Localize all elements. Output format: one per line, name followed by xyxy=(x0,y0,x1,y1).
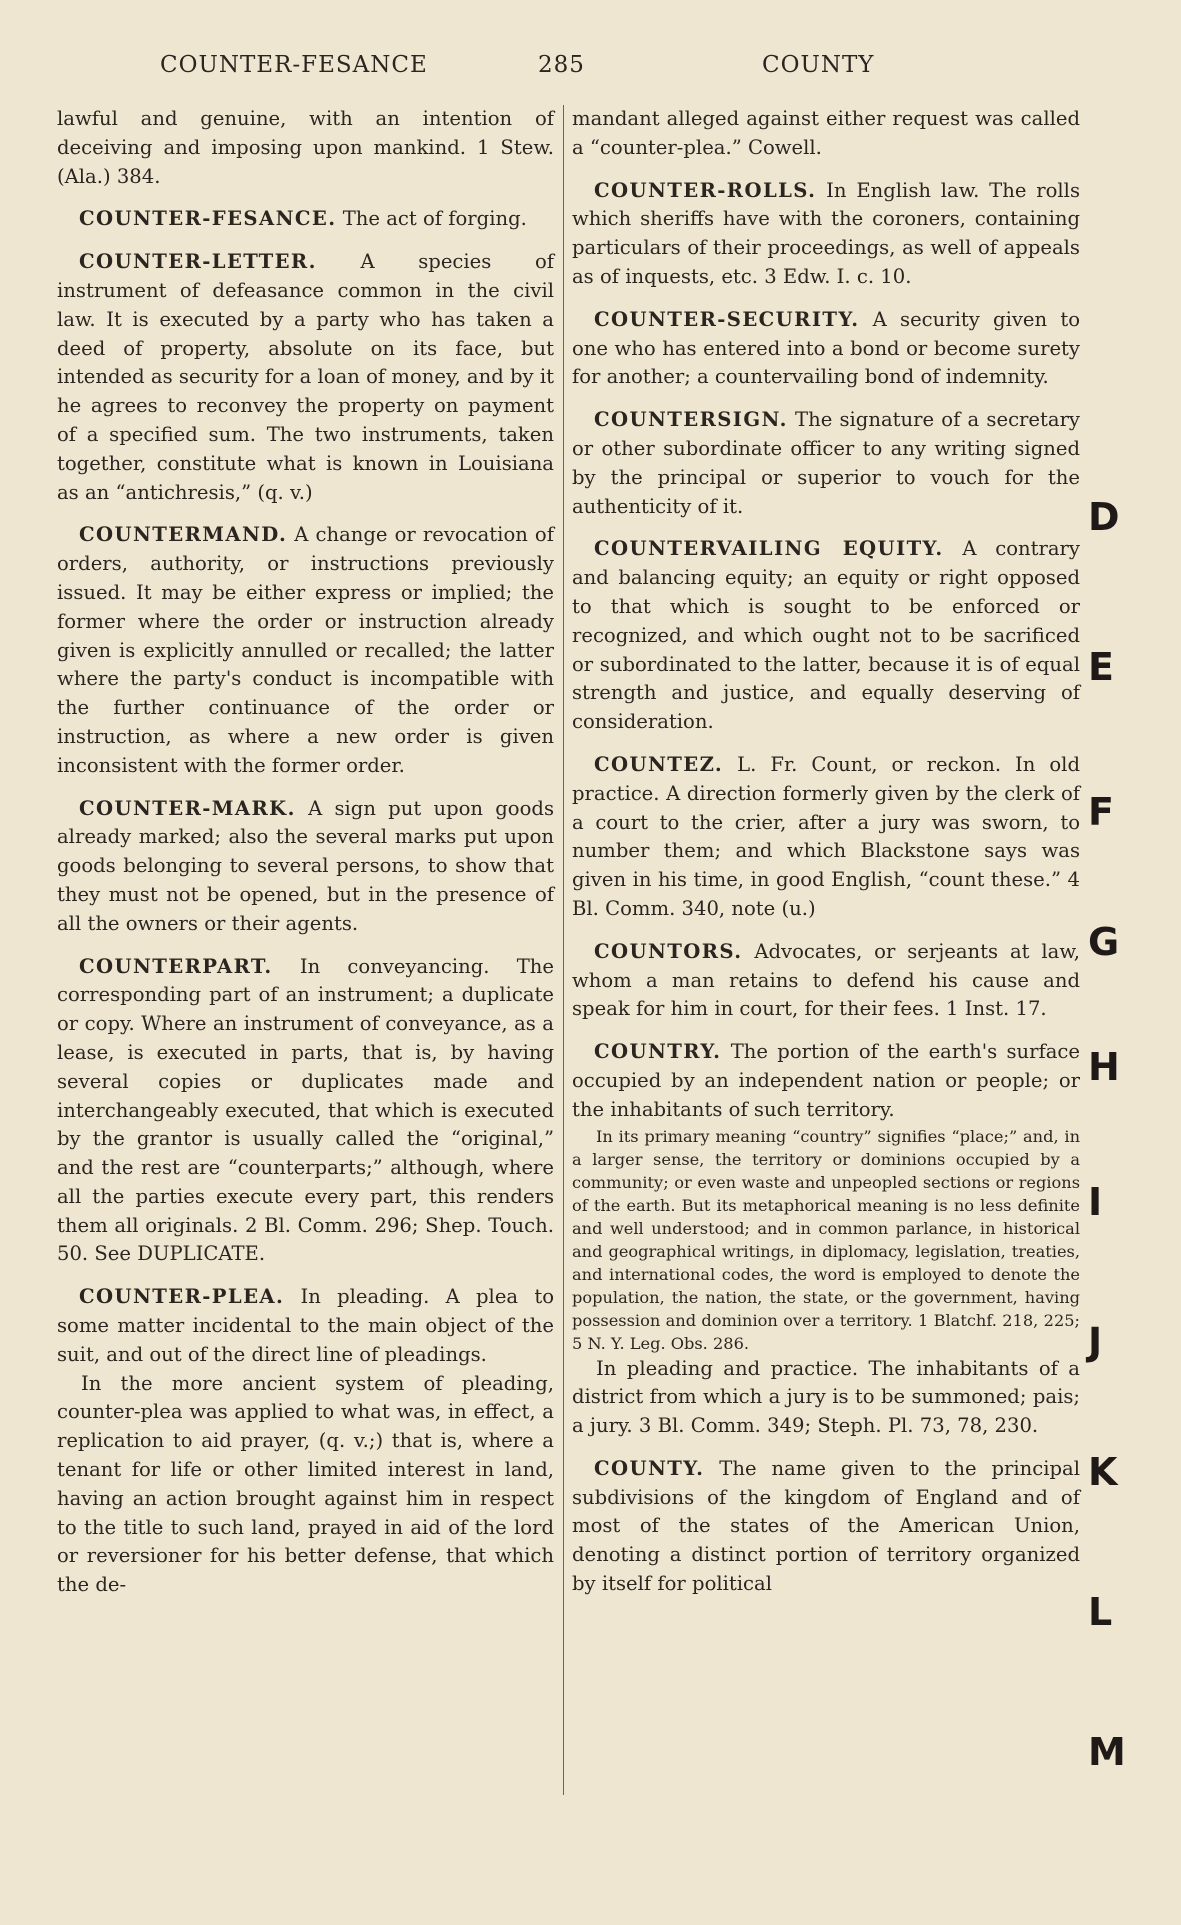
running-head-left: COUNTER-FESANCE xyxy=(160,52,428,78)
dictionary-entry xyxy=(572,751,1080,924)
entry-paragraph: In pleading and practice. The inhabitants of a district from which a jury is to be summoned; pais; a jury. 3 Bl. Comm. 349; Steph. Pl. 73, 78, 230. xyxy=(572,1356,1080,1438)
dictionary-entry xyxy=(57,248,554,507)
dictionary-entry xyxy=(57,795,554,939)
thumb-index-letter: E xyxy=(1088,645,1114,689)
thumb-index-letter: F xyxy=(1088,790,1114,834)
entry-paragraph xyxy=(572,751,1080,924)
entry-paragraph xyxy=(57,795,554,939)
thumb-index-letter: K xyxy=(1088,1450,1118,1494)
thumb-index-letter: M xyxy=(1088,1730,1126,1774)
entry-paragraph xyxy=(572,306,1080,392)
entry-text: A species of instrument of defeasance common in the civil law. It is executed by a party who has taken a deed of property, absolute on its face, but intended as security for a loan of money, and by it he agrees to reconvey the property on payment of a specified sum. The two instruments, taken together, constitute what is known in Louisiana as an “antichresis,” (q. v.) xyxy=(57,250,554,504)
headword: COUNTY. xyxy=(594,1456,705,1480)
entry-text: In conveyancing. The corresponding part of an instrument; a duplicate or copy. Where an instrument of conveyance, as a lease, is executed in parts, that is, by having several copies or duplicates made and interchangeably executed, that which is executed by the grantor is usually called the “original,” and the rest are “counterparts;” although, where all the parties execute every part, this renders them all originals. 2 Bl. Comm. 296; Shep. Touch. 50. See DUPLICATE. xyxy=(57,954,554,1266)
entry-paragraph xyxy=(57,105,554,191)
entry-text: In English law. The rolls which sheriffs have with the coroners, containing particulars of their proceedings, as well of appeals as of inquests, etc. 3 Edw. I. c. 10. xyxy=(572,178,1080,288)
column-divider xyxy=(563,105,564,1795)
entry-text: mandant alleged against either request was called a “counter-plea.” Cowell. xyxy=(572,107,1080,159)
entry-text: In pleading. A plea to some matter incidental to the main object of the suit, and out of the direct line of pleadings. xyxy=(57,1285,555,1366)
entry-text: A change or revocation of orders, authority, or instructions previously issued. It may be either express or implied; the former where the order or instruction already given is explicitly annulled or recalled; the latter where the party's conduct is incompatible with the further continuance of the order or instruction, as where a new order is given inconsistent with the former order. xyxy=(57,523,554,777)
entry-text: lawful and genuine, with an intention of deceiving and imposing upon mankind. 1 Stew. (Ala.) 384. xyxy=(57,107,554,188)
thumb-index-letter: H xyxy=(1088,1045,1120,1089)
thumb-index-letter: D xyxy=(1088,495,1120,539)
headword: COUNTER-ROLLS. xyxy=(594,178,817,202)
entry-text: The act of forging. xyxy=(342,207,527,231)
entry-paragraph xyxy=(57,521,554,780)
entry-text: The portion of the earth's surface occupied by an independent nation or people; or the inhabitants of such territory. xyxy=(572,1040,1080,1121)
entry-paragraph xyxy=(57,205,554,234)
entry-text: The signature of a secretary or other subordinate officer to any writing signed by the principal or superior to vouch for the authenticity of it. xyxy=(572,408,1080,518)
dictionary-entry xyxy=(572,177,1080,292)
entry-note: In its primary meaning “country” signifies “place;” and, in a larger sense, the territory or dominions occupied by a community; or even waste and unpeopled sections or regions of the earth. But its metaphorical meaning is no less definite and well understood; and in common parlance, in historical and geographical writings, in diplomacy, legislation, treaties, and international codes, the word is employed to denote the population, the nation, the state, or the government, having possession and dominion over a territory. 1 Blatchf. 218, 225; 5 N. Y. Leg. Obs. 286. xyxy=(572,1126,1080,1353)
entry-paragraph xyxy=(572,105,1080,163)
headword: COUNTORS. xyxy=(594,939,743,963)
entry-text: A security given to one who has entered into a bond or become surety for another; a countervailing bond of indemnity. xyxy=(572,307,1080,389)
headword: COUNTEZ. xyxy=(594,752,724,776)
headword: COUNTERMAND. xyxy=(79,523,288,547)
headword: COUNTER-FESANCE. xyxy=(79,207,337,231)
left-column xyxy=(57,105,554,1614)
entry-text: The name given to the principal subdivisions of the kingdom of England and of most of the states of the American Union, denoting a distinct portion of territory organized by itself for political xyxy=(572,1456,1080,1596)
entry-paragraph xyxy=(57,953,554,1270)
dictionary-entry xyxy=(572,938,1080,1024)
headword: COUNTERVAILING EQUITY. xyxy=(594,537,944,561)
dictionary-entry xyxy=(572,306,1080,392)
dictionary-entry xyxy=(572,406,1080,521)
headword: COUNTER-LETTER. xyxy=(79,250,317,274)
running-head-right: COUNTY xyxy=(762,52,875,78)
dictionary-entry xyxy=(57,105,554,191)
entry-paragraph xyxy=(572,535,1080,737)
headword: COUNTER-MARK. xyxy=(79,796,296,820)
thumb-index-letter: J xyxy=(1088,1320,1103,1364)
dictionary-entry xyxy=(572,105,1080,163)
entry-paragraph xyxy=(57,1370,554,1600)
entry-paragraph xyxy=(572,1455,1080,1599)
headword: COUNTERPART. xyxy=(79,954,273,978)
dictionary-entry xyxy=(572,1455,1080,1599)
dictionary-entry xyxy=(57,1283,554,1600)
headword: COUNTERSIGN. xyxy=(594,408,788,432)
headword: COUNTER-SECURITY. xyxy=(594,307,860,331)
right-column xyxy=(572,105,1080,1613)
entry-text: Advocates, or serjeants at law, whom a man retains to defend his cause and speak for him in court, for their fees. 1 Inst. 17. xyxy=(572,939,1081,1021)
dictionary-entry xyxy=(57,205,554,234)
entry-text: A contrary and balancing equity; an equity or right opposed to that which is sought to be enforced or recognized, and which ought not to be sacrificed or subordinated to the latter, because it is of equal strength and justice, and equally deserving of consideration. xyxy=(572,537,1080,734)
thumb-index-letter: L xyxy=(1088,1590,1113,1634)
entry-text: L. Fr. Count, or reckon. In old practice. A direction formerly given by the clerk of a court to the crier, after a jury was sworn, to number them; and which Blackstone says was given in his time, in good English, “count these.” 4 Bl. Comm. 340, note (u.) xyxy=(572,752,1080,920)
entry-paragraph xyxy=(572,1038,1080,1124)
entry-paragraph xyxy=(572,938,1080,1024)
entry-paragraph xyxy=(572,406,1080,521)
entry-text: In the more ancient system of pleading, counter-plea was applied to what was, in effect, a replication to aid prayer, (q. v.;) that is, where a tenant for life or other limited interest in land, having an action brought against him in respect to the title to such land, prayed in aid of the lord or reversioner for his better defense, that which the de- xyxy=(57,1371,554,1597)
headword: COUNTRY. xyxy=(594,1040,722,1064)
headword: COUNTER-PLEA. xyxy=(79,1285,285,1309)
dictionary-entry xyxy=(57,521,554,780)
page-number: 285 xyxy=(538,52,585,78)
thumb-index-letter: I xyxy=(1088,1180,1103,1224)
entry-paragraph xyxy=(572,177,1080,292)
entry-paragraph xyxy=(57,1283,554,1369)
entry-paragraph xyxy=(57,248,554,507)
thumb-index-letter: G xyxy=(1088,920,1120,964)
dictionary-entry xyxy=(572,535,1080,737)
dictionary-entry xyxy=(57,953,554,1270)
dictionary-entry xyxy=(572,1038,1080,1441)
entry-text: A sign put upon goods already marked; also the several marks put upon goods belonging to several persons, to show that they must not be opened, but in the presence of all the owners or their agents. xyxy=(57,796,554,935)
